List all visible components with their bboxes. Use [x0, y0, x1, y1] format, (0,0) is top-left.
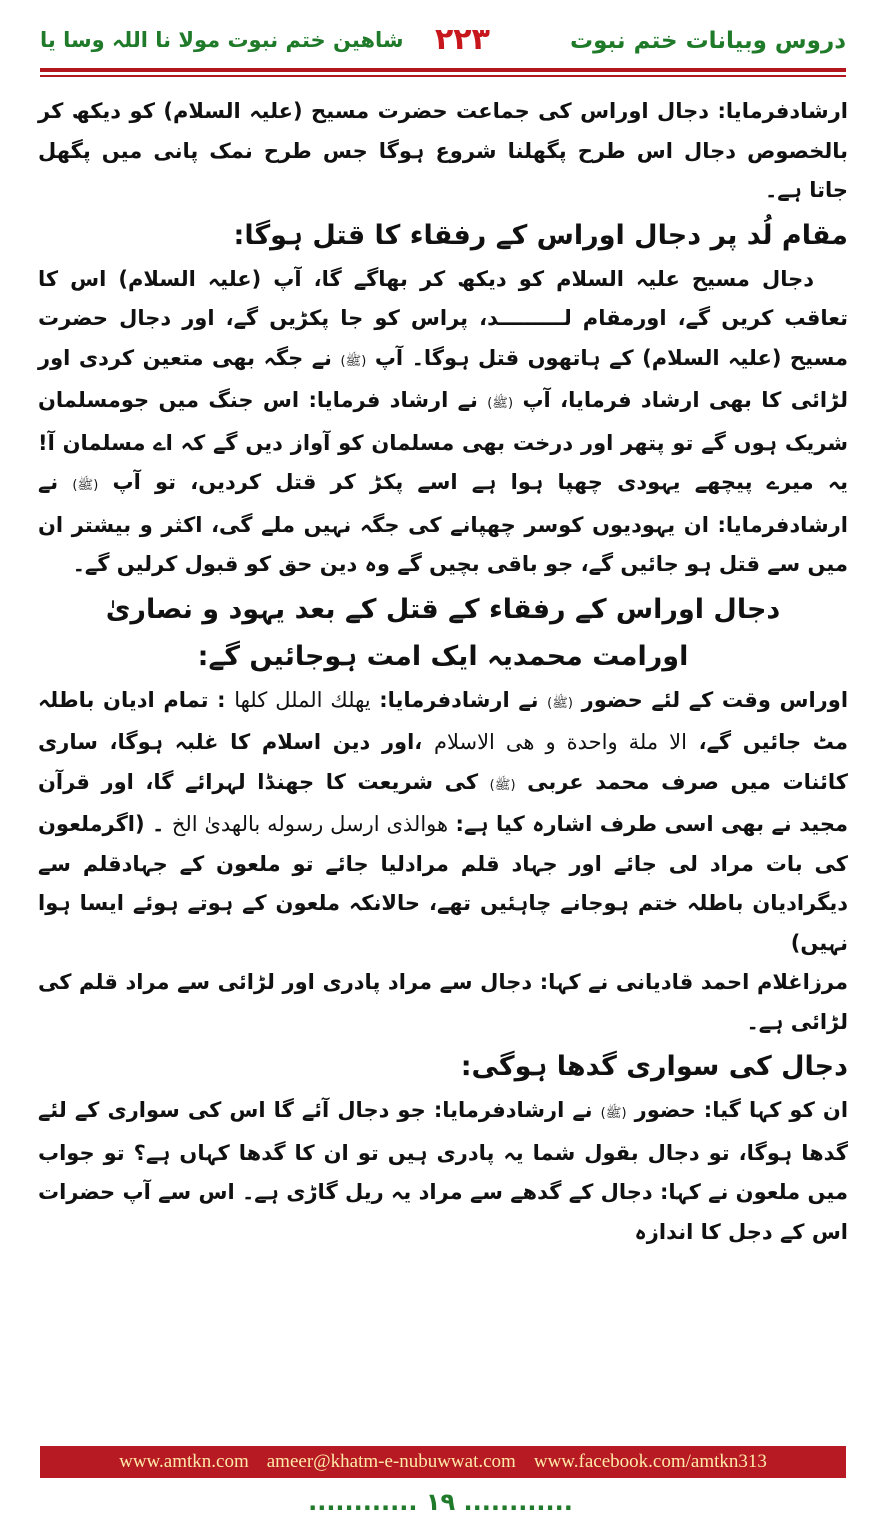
paragraph-2-part-b: نے جگہ بھی متعین کردی اور لڑائی کا بھی ارشاد فرمایا، آپ [38, 345, 849, 412]
paragraph-5-part-a: ان کو کہا گیا: حضور [634, 1098, 849, 1122]
page-body [38, 92, 848, 1432]
footer-facebook-link[interactable]: www.facebook.com/amtkn313 [533, 1451, 767, 1472]
arabic-quote-1: یھلك الملل کلھا [234, 687, 371, 712]
pbuh-symbol: (ﷺ) [600, 1106, 627, 1121]
pbuh-symbol: (ﷺ) [489, 777, 516, 793]
header-rule-thin [40, 75, 846, 77]
heading-lud: مقام لُد پر دجال اوراس کے رفقاء کا قتل ہوگا: [233, 219, 848, 251]
paragraph-3-part-b: نے ارشادفرمایا: [379, 687, 539, 712]
pbuh-symbol: (ﷺ) [340, 353, 367, 369]
paragraph-3-part-d: ،اور دین اسلام کا غلبہ ہوگا، ساری کائنات میں صرف محمد عربی [38, 730, 849, 794]
paragraph-3-part-a: اوراس وقت کے لئے حضور [581, 687, 849, 712]
paragraph-5-part-b: نے ارشادفرمایا: جو دجال آئے گا اس کی سواری کے لئے گدھا ہوگا، تو دجال بقول شما یہ پادری ہیں تو ان کا گدھا کہاں ہے؟ تو جواب میں ملعون نے کہا: دجال کے گدھے سے مراد یہ ریل گاڑی ہے۔ اس سے آپ حضرات اس کے دجل کا اندازہ [38, 1098, 848, 1244]
page-number: ............ ۱۹ ............ [308, 1488, 573, 1516]
header-book-title: دروس وبیانات ختم نبوت [570, 28, 846, 54]
header-author: شاھین ختم نبوت مولا نا اللہ وسا یا [40, 28, 404, 52]
arabic-quote-3: ھوالذی ارسل رسوله بالھدیٰ الخ [171, 812, 449, 836]
header-page-ref: ۲۲۳ [435, 22, 490, 57]
paragraph-4: مرزاغلام احمد قادیانی نے کہا: دجال سے مراد پادری اور لڑائی سے مراد قلم کی لڑائی ہے۔ [38, 970, 848, 1034]
paragraph-2-part-c: نے ارشاد فرمایا: اس جنگ میں جومسلمان شریک ہوں گے تو پتھر اور درخت بھی مسلمان کو آواز دیں گے کہ اے مسلمان آ! یہ میرے پیچھے یہودی چھپا ہوا ہے اسے پکڑ کر قتل کردیں، تو آپ [38, 388, 849, 494]
paragraph-1: ارشادفرمایا: دجال اوراس کی جماعت حضرت مسیح (علیہ السلام) کو دیکھ کر بالخصوص دجال اس طرح پگھلنا شروع ہوگا جس طرح نمک پانی میں پگھل جاتا ہے۔ [38, 99, 848, 202]
paragraph-2-part-a: دجال مسیح علیہ السلام کو دیکھ کر بھاگے گا، آپ (علیہ السلام) اس کا تعاقب کریں گے، اورمقام لـــــــــد، پراس کو جا پکڑیں گے، اور دجال حضرت مسیح (علیہ السلام) کے ہاتھوں قتل ہوگا۔ آپ [38, 266, 849, 370]
footer-website-link[interactable]: www.amtkn.com [119, 1451, 249, 1472]
paragraph-3-part-c: : تمام ادیان باطلہ مٹ جائیں گے، [38, 687, 848, 754]
pbuh-symbol: (ﷺ) [72, 478, 99, 493]
paragraph-2 [38, 260, 848, 585]
footer-email-link[interactable]: ameer@khatm-e-nubuwwat.com [266, 1451, 516, 1472]
paragraph-3 [38, 681, 848, 964]
pbuh-symbol: (ﷺ) [547, 695, 574, 711]
paragraph-5 [38, 1091, 848, 1252]
heading-after-dajjal-line2: اورامت محمدیہ ایک امت ہوجائیں گے: [197, 640, 689, 672]
heading-after-dajjal-line1: دجال اوراس کے رفقاء کے قتل کے بعد یہود و نصاریٰ [105, 593, 781, 625]
paragraph-3-part-e: کی شریعت کا جھنڈا لہرائے گا، اور قرآن مجید نے بھی اسی طرف اشارہ کیا ہے: [38, 769, 848, 836]
footer-links-bar [40, 1446, 846, 1478]
paragraph-3-part-f: ۔ (اگرملعون کی بات مراد لی جائے اور جہاد قلم مرادلیا جائے تو ملعون کے جہادقلم سے دیگرادیان باطلہ ختم ہوجانے چاہئیں تھے، حالانکہ ملعون کے ہوتے ہوئے ایسا ہوا نہیں) [38, 812, 848, 955]
paragraph-2-part-d: نے ارشادفرمایا: ان یہودیوں کوسر چھپانے کی جگہ نہیں ملے گی، اکثر و بیشتر ان میں سے قتل ہو جائیں گے، جو باقی بچیں گے وہ دین حق کو قبول کرلیں گے۔ [38, 470, 848, 576]
heading-donkey: دجال کی سواری گدھا ہوگی: [460, 1051, 848, 1082]
pbuh-symbol: (ﷺ) [487, 396, 514, 411]
arabic-quote-2: الا ملة واحدة و ھی الاسلام [433, 730, 687, 754]
header-rule-thick [40, 68, 846, 72]
page-header [40, 24, 846, 62]
